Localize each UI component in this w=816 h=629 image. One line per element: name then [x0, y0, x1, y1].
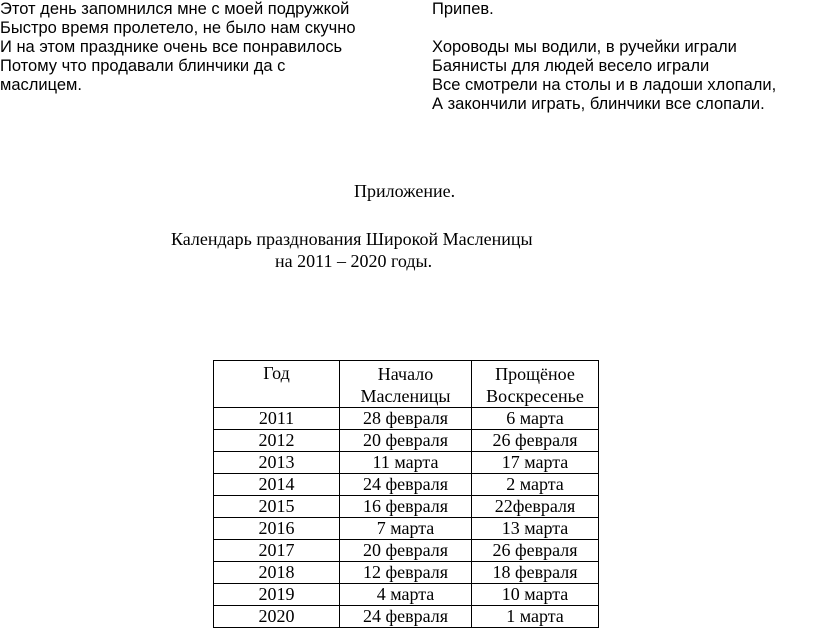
verse-left-line: И на этом празднике очень все понравилось — [0, 38, 343, 56]
chorus-line: А закончили играть, блинчики все слопали. — [432, 95, 765, 113]
verse-left-line: Этот день запомнился мне с моей подружкой — [0, 0, 350, 18]
cell-year: 2011 — [214, 408, 340, 430]
table-row — [214, 474, 599, 496]
cell-start: 20 февраля — [340, 540, 472, 562]
header-end — [472, 361, 599, 408]
header-start-line1: Начало — [377, 364, 434, 384]
cell-year: 2020 — [214, 606, 340, 628]
cell-year: 2019 — [214, 584, 340, 606]
cell-year: 2018 — [214, 562, 340, 584]
table-row — [214, 562, 599, 584]
appendix-title-line1: Календарь празднования Широкой Масленицы — [171, 229, 533, 249]
chorus-line: Баянисты для людей весело играли — [432, 57, 710, 75]
header-start-line2: Масленицы — [360, 386, 451, 406]
appendix-label: Приложение. — [354, 181, 456, 201]
cell-year: 2016 — [214, 518, 340, 540]
blank-line — [432, 19, 816, 38]
cell-end: 22февраля — [472, 496, 599, 518]
verse-left-line: Потому что продавали блинчики да с — [0, 57, 286, 75]
cell-end: 26 февраля — [472, 540, 599, 562]
header-year — [214, 361, 340, 408]
header-start — [340, 361, 472, 408]
cell-end: 10 марта — [472, 584, 599, 606]
header-year-label: Год — [263, 363, 290, 383]
table-row — [214, 584, 599, 606]
chorus-line: Все смотрели на столы и в ладоши хлопали, — [432, 76, 777, 94]
verse-left-line: маслицем. — [0, 76, 82, 94]
chorus-line: Хороводы мы водили, в ручейки играли — [432, 38, 737, 56]
cell-start: 11 марта — [340, 452, 472, 474]
cell-end: 18 февраля — [472, 562, 599, 584]
cell-year: 2015 — [214, 496, 340, 518]
cell-end: 13 марта — [472, 518, 599, 540]
table-row — [214, 496, 599, 518]
table-row — [214, 408, 599, 430]
chorus-heading: Припев. — [432, 0, 494, 18]
cell-year: 2012 — [214, 430, 340, 452]
verse-right — [432, 0, 816, 114]
cell-year: 2013 — [214, 452, 340, 474]
table-row — [214, 518, 599, 540]
cell-start: 24 февраля — [340, 606, 472, 628]
verse-left — [0, 0, 400, 95]
cell-end: 26 февраля — [472, 430, 599, 452]
verse-left-line: Быстро время пролетело, не было нам скучно — [0, 19, 356, 37]
cell-end: 1 марта — [472, 606, 599, 628]
cell-year: 2017 — [214, 540, 340, 562]
table-row — [214, 430, 599, 452]
cell-end: 2 марта — [472, 474, 599, 496]
cell-start: 4 марта — [340, 584, 472, 606]
cell-start: 24 февраля — [340, 474, 472, 496]
table-row — [214, 452, 599, 474]
maslenitsa-calendar-table — [213, 360, 599, 628]
cell-start: 12 февраля — [340, 562, 472, 584]
cell-end: 17 марта — [472, 452, 599, 474]
cell-start: 20 февраля — [340, 430, 472, 452]
cell-start: 16 февраля — [340, 496, 472, 518]
table-row — [214, 606, 599, 628]
table-header-row — [214, 361, 599, 408]
cell-start: 7 марта — [340, 518, 472, 540]
header-end-line2: Воскресенье — [486, 386, 584, 406]
cell-start: 28 февраля — [340, 408, 472, 430]
appendix-title-line2: на 2011 – 2020 годы. — [275, 251, 433, 271]
cell-end: 6 марта — [472, 408, 599, 430]
cell-year: 2014 — [214, 474, 340, 496]
header-end-line1: Прощёное — [495, 364, 575, 384]
table-row — [214, 540, 599, 562]
